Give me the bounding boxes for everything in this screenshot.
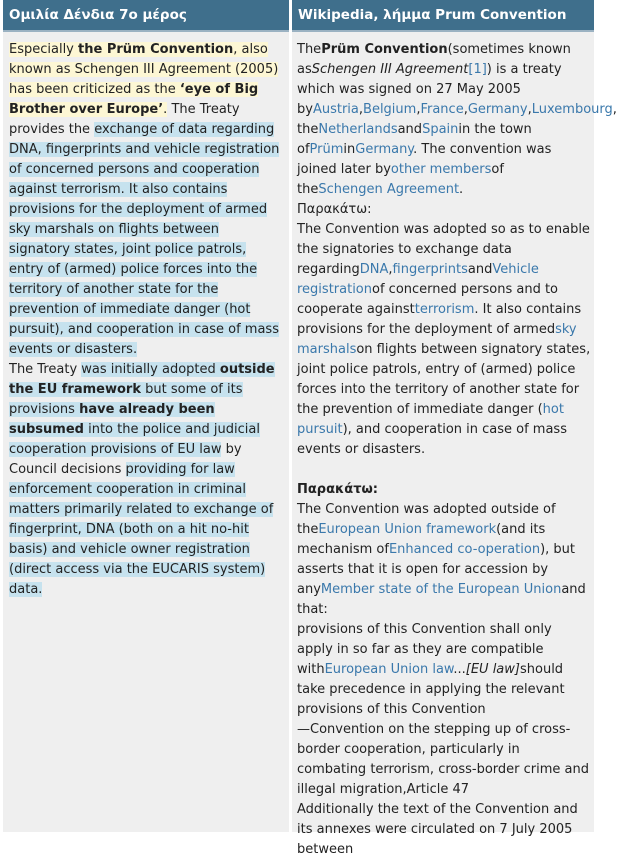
wiki-link[interactable]: Vehicle registration [297,262,539,297]
text-run: and that: [297,582,586,617]
wiki-link[interactable]: Austria [312,102,359,117]
text-run: . [163,102,168,117]
wiki-link[interactable]: other members [390,162,492,177]
text-run: , the [297,102,617,137]
right-header: Wikipedia, λήμμα Prum Convention [292,0,594,32]
text-run: but some of its provisions [9,382,243,417]
right-body [292,32,617,860]
wiki-link[interactable]: Spain [422,122,459,137]
wiki-link[interactable]: terrorism [414,302,475,317]
text-run: on flights between signatory states, joint police patrols, entry of (armed) police forces into the territory of another state for the prevention of immediate danger ( [297,342,591,417]
text-run: The Convention was adopted outside of the [297,502,556,537]
text-run: was initially adopted [81,362,220,377]
text-run: . [459,182,464,197]
left-header: Ομιλία Δένδια 7ο μέρος [3,0,289,32]
wiki-link[interactable]: Belgium [363,102,417,117]
below-label-2: Παρακάτω: [297,482,379,497]
wiki-link[interactable]: France [420,102,464,117]
wiki-link[interactable]: fingerprints [392,262,468,277]
text-run: provisions of this Convention shall only apply in so far as they are compatible with [297,622,552,677]
text-run: outside the EU framework [9,362,275,397]
text-run: providing for law enforcement cooperation in criminal matters primarily related to exchange of fingerprint, DNA (both on a hit no-hit basis) and vehicle owner registration (direct access via the EUCARIS system) data. [9,462,274,597]
wiki-link[interactable]: [1] [468,62,487,77]
text-run: into the police and judicial cooperation provisions of [9,422,260,457]
left-column [3,0,289,832]
text-run: exchange of data regarding DNA, fingerprints and vehicle registration of concerned persons and cooperation against terrorism. It also contains provisions for the deployment of armed sky marshals on flights between signatory states, joint police patrols, entry of (armed) police forces into the territory of another state for the prevention of immediate danger (hot pursuit), and cooperation in case of mass events or disasters. [9,122,280,357]
wiki-link[interactable]: hot pursuit [297,402,564,437]
wiki-link[interactable]: Luxembourg [531,102,613,117]
right-paragraph-1 [297,40,617,200]
text-run: (sometimes known as [297,42,571,77]
text-run: in the town of [297,122,532,157]
wiki-link[interactable]: Prüm [309,142,344,157]
right-paragraph-6: Additionally the text of the Convention and its annexes were circulated on 7 July 2005 between [297,802,578,857]
text-run: , also known as Schengen III Agreement (2005) has been criticized as the [9,42,279,97]
wiki-link[interactable]: European Union framework [318,522,497,537]
text-run: and [467,262,493,277]
text-run: , [527,102,532,117]
text-run: [EU law] [465,662,520,677]
wiki-link[interactable]: Member state of the European Union [320,582,562,597]
left-paragraph-1 [9,40,283,360]
right-column [292,0,617,857]
text-run: The Convention was adopted so as to enable the signatories to exchange data regarding [297,222,590,277]
text-run: The [297,42,322,57]
wiki-link[interactable]: DNA [359,262,389,277]
wiki-link[interactable]: Germany [355,142,414,157]
left-paragraph-2 [9,360,283,600]
wiki-link[interactable]: sky marshals [297,322,577,357]
text-run: ‘eye of Big Brother over Europe’ [9,82,259,117]
wiki-link[interactable]: Germany [467,102,528,117]
wiki-link[interactable]: European Union law [324,662,454,677]
wiki-link[interactable]: Enhanced co-operation [388,542,541,557]
left-body [3,32,289,600]
spacer [297,460,591,480]
text-run: , [416,102,421,117]
text-run: Especially [9,42,79,57]
text-run: , [388,262,393,277]
wiki-link[interactable]: Schengen Agreement [318,182,460,197]
text-run: ... [453,662,466,677]
text-run: Prüm Convention [321,42,448,57]
right-paragraph-5: —Convention on the stepping up of cross-border cooperation, particularly in combating terrorism, cross-border crime and illegal migration,Article 47 [297,722,589,797]
text-run: ), and cooperation in case of mass events or disasters. [297,422,567,457]
wiki-link[interactable]: Netherlands [318,122,398,137]
text-run: in [343,142,356,157]
text-run: The Treaty [9,362,82,377]
text-run: ), but asserts that it is open for accession by any [297,542,576,597]
text-run: and [397,122,423,137]
text-run: . It also contains provisions for the deployment of armed [297,302,582,337]
text-run: the Prüm Convention [78,42,234,57]
text-run: have already been subsumed [9,402,215,437]
text-run: should take precedence in applying the relevant provisions of this Convention [297,662,565,717]
text-run: (and its mechanism of [297,522,546,557]
right-paragraph-4 [297,620,591,720]
text-run: The Treaty provides the [9,102,240,137]
text-run: , [358,102,364,117]
text-run: Schengen III Agreement [311,62,469,77]
text-run: . The convention was joined later by [297,142,552,177]
text-run: ) is a treaty which was signed on 27 May 2005 by [297,62,562,117]
right-paragraph-2 [297,220,591,460]
right-paragraph-3 [297,500,591,620]
text-run: of the [297,162,504,197]
text-run: , [463,102,468,117]
text-run: of concerned persons and to cooperate against [297,282,559,317]
below-label-1: Παρακάτω: [297,202,372,217]
text-run: by Council decisions [9,442,242,477]
text-run: EU law [177,442,222,457]
